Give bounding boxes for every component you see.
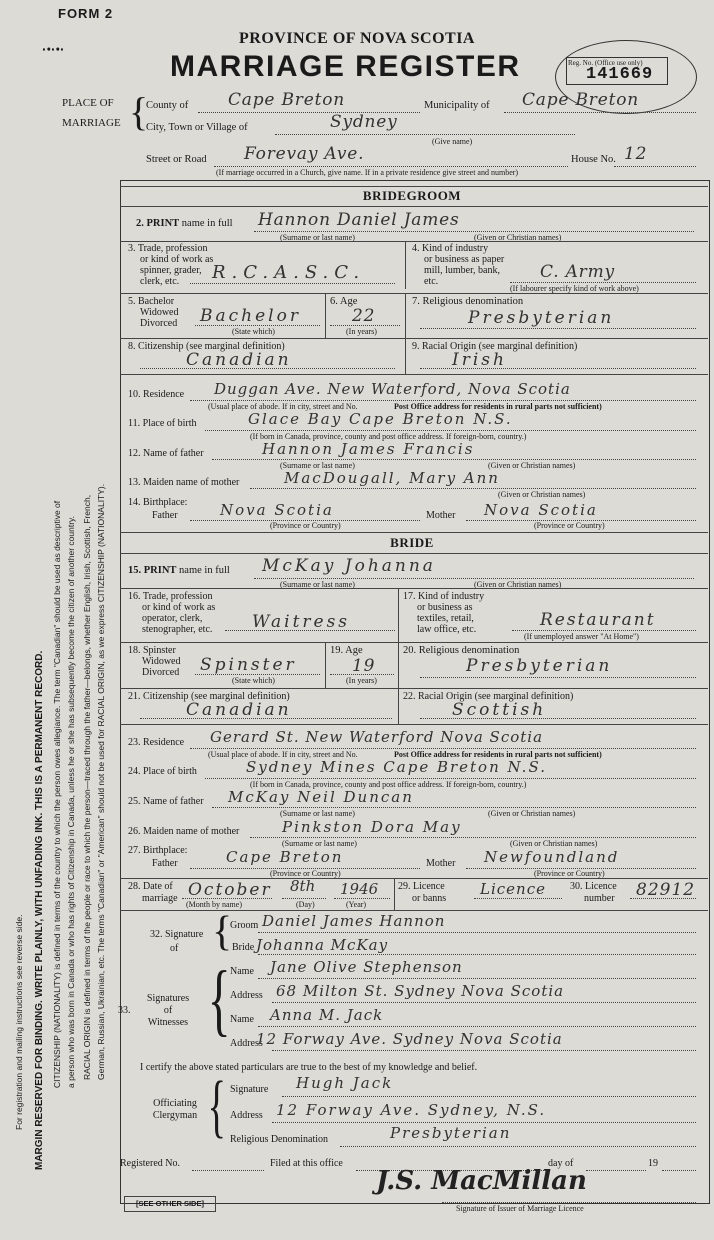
bride-residence-label: 23. Residence xyxy=(128,737,185,748)
bride-mother-value: Pinkston Dora May xyxy=(282,818,462,836)
side-note-registration: For registration and mailing instructions see reverse side. xyxy=(14,914,24,1130)
groom-mother-prov-note: (Province or Country) xyxy=(534,521,605,530)
bride-father-given-note: (Given or Christian names) xyxy=(488,809,576,818)
form-number: FORM 2 xyxy=(58,6,114,21)
groom-father-given-note: (Given or Christian names) xyxy=(488,461,576,470)
bride-industry-value: Restaurant xyxy=(540,610,656,630)
groom-surname-note: (Surname or last name) xyxy=(280,233,355,242)
licence-type-label: 29. Licence or banns xyxy=(398,881,447,904)
groom-trade-value: R.C.A.S.C. xyxy=(212,262,366,283)
city-value: Sydney xyxy=(330,112,398,132)
groom-mother-given-note: (Given or Christian names) xyxy=(498,490,586,499)
groom-birth-note: (If born in Canada, province, county and post office address. If foreign-born, country.) xyxy=(250,432,527,441)
bride-mother-label: 26. Maiden name of mother xyxy=(128,826,240,837)
groom-industry-value: C. Army xyxy=(540,262,615,282)
bride-citizenship-value: Canadian xyxy=(186,700,292,720)
bride-father-label: 25. Name of father xyxy=(128,796,204,807)
groom-given-note: (Given or Christian names) xyxy=(474,233,562,242)
clergy-address-label: Address xyxy=(230,1110,263,1121)
witness2-name: Anna M. Jack xyxy=(270,1006,384,1024)
bride-residence-note-a: (Usual place of abode. If in city, street and No. xyxy=(208,750,358,759)
groom-mother-label: 13. Maiden name of mother xyxy=(128,477,240,488)
bride-father-surname-note: (Surname or last name) xyxy=(280,809,355,818)
municipality-value: Cape Breton xyxy=(522,90,639,110)
bride-signature: Johanna McKay xyxy=(256,936,389,954)
certify-statement: I certify the above stated particulars are true to the best of my knowledge and belief. xyxy=(140,1062,478,1073)
bridegroom-heading: BRIDEGROOM xyxy=(362,188,462,203)
groom-religion-value: Presbyterian xyxy=(468,308,615,328)
groom-industry-note: (If labourer specify kind of work above) xyxy=(510,284,639,293)
licence-number-label: 30. Licence number xyxy=(570,881,617,904)
month-note: (Month by name) xyxy=(186,900,242,909)
bride-father-prov-note: (Province or Country) xyxy=(270,869,341,878)
see-other-side: [SEE OTHER SIDE] xyxy=(124,1196,216,1212)
groom-name-label: 2. PRINT name in full xyxy=(136,218,233,229)
groom-mother-birth-value: Nova Scotia xyxy=(484,501,598,519)
bride-birthplace-value: Sydney Mines Cape Breton N.S. xyxy=(246,758,547,776)
clergy-sig-label: Signature xyxy=(230,1084,269,1095)
groom-trade-label: 3. Trade, profession or kind of work as spinner, grader, clerk, etc. xyxy=(128,243,214,287)
w1-address-label: Address xyxy=(230,990,263,1001)
bride-name-label: 15. PRINT name in full xyxy=(128,565,230,576)
groom-sig-label: Groom xyxy=(230,920,259,931)
bride-father-birth-value: Cape Breton xyxy=(226,848,344,866)
street-value: Forevay Ave. xyxy=(244,144,365,164)
groom-father-birth-value: Nova Scotia xyxy=(220,501,334,519)
bride-citizenship-label: 21. Citizenship (see marginal definition) xyxy=(128,691,290,702)
groom-father-surname-note: (Surname or last name) xyxy=(280,461,355,470)
bride-residence-note-b: Post Office address for residents in rural parts not sufficient) xyxy=(394,750,602,759)
place-brace: { xyxy=(129,89,149,134)
filed-label: Filed at this office xyxy=(270,1158,343,1169)
bride-mother-surname-note: (Surname or last name) xyxy=(282,839,357,848)
bride-origin-value: Scottish xyxy=(452,700,547,720)
bride-status-note: (State which) xyxy=(232,676,275,685)
side-note-margin: MARGIN RESERVED FOR BINDING. WRITE PLAINLY, WITH UNFADING INK. THIS IS A PERMANENT RECORD. xyxy=(34,650,45,1170)
side-note-racial-1: RACIAL ORIGIN is defined in terms of the people or race to which the person—traced through the father—belongs, whether English, Irish, Scottish, French, xyxy=(82,494,92,1080)
groom-birthplace-value: Glace Bay Cape Breton N.S. xyxy=(248,410,513,428)
marriage-day: 8th xyxy=(290,877,316,895)
licence-number-value: 82912 xyxy=(636,880,696,900)
groom-industry-label: 4. Kind of industry or business as paper mill, lumber, bank, etc. xyxy=(412,243,505,287)
day-note: (Day) xyxy=(296,900,315,909)
witness1-address: 68 Milton St. Sydney Nova Scotia xyxy=(276,982,565,1000)
bride-industry-note: (If unemployed answer "At Home") xyxy=(524,632,639,641)
witness-sig-label: Signatures of Witnesses xyxy=(146,993,190,1028)
clergy-label: Officiating Clergyman xyxy=(152,1098,198,1121)
groom-status-note: (State which) xyxy=(232,327,275,336)
clergy-address: 12 Forway Ave. Sydney, N.S. xyxy=(276,1101,547,1119)
groom-residence-value: Duggan Ave. New Waterford, Nova Scotia xyxy=(214,380,571,398)
groom-origin-label: 9. Racial Origin (see marginal definition) xyxy=(412,341,578,352)
side-note-citizenship-1: CITIZENSHIP (NATIONALITY) is defined in terms of the country to which the person owes allegiance. The term "Canadian" should be used as descriptive of xyxy=(52,500,62,1088)
groom-father-birth-label: Father xyxy=(152,510,178,521)
clergy-denom-label: Religious Denomination xyxy=(230,1134,329,1145)
bride-religion-value: Presbyterian xyxy=(466,656,613,676)
bride-age-label: 19. Age xyxy=(330,645,363,656)
filed-day-of: day of xyxy=(548,1158,574,1169)
bride-mother-birth-value: Newfoundland xyxy=(484,848,620,866)
w1-name-label: Name xyxy=(230,966,254,977)
house-value: 12 xyxy=(624,144,648,164)
w2-name-label: Name xyxy=(230,1014,254,1025)
municipality-label: Municipality of xyxy=(424,100,490,111)
registered-no-label: Registered No. xyxy=(120,1158,180,1169)
clergy-signature: Hugh Jack xyxy=(296,1074,394,1092)
witness2-address: 12 Forway Ave. Sydney Nova Scotia xyxy=(256,1030,563,1048)
marriage-year: 1946 xyxy=(340,880,379,898)
bride-mother-given-note: (Given or Christian names) xyxy=(510,839,598,848)
bride-birthplace-label: 24. Place of birth xyxy=(128,766,197,777)
groom-citizenship-label: 8. Citizenship (see marginal definition) xyxy=(128,341,285,352)
bride-mother-prov-note: (Province or Country) xyxy=(534,869,605,878)
bride-father-birth-label: Father xyxy=(152,858,178,869)
bride-given-note: (Given or Christian names) xyxy=(474,580,562,589)
side-note-racial-2: German, Russian, Ukrainian, etc. The terms "Canadian" or "American" should not be used for RACIAL ORIGIN, as we express CITIZENSHIP (NATIONALITY). xyxy=(96,483,106,1080)
bride-birth-note: (If born in Canada, province, county and post office address. If foreign-born, country.) xyxy=(250,780,527,789)
county-value: Cape Breton xyxy=(228,90,345,110)
groom-age-value: 22 xyxy=(352,306,376,326)
groom-residence-label: 10. Residence xyxy=(128,389,185,400)
groom-mother-birth-label: Mother xyxy=(426,510,456,521)
place-label-1: PLACE OF xyxy=(62,97,114,109)
bride-father-value: McKay Neil Duncan xyxy=(228,788,414,806)
groom-name-value: Hannon Daniel James xyxy=(258,210,460,230)
groom-origin-value: Irish xyxy=(452,350,507,370)
street-label: Street or Road xyxy=(146,154,207,165)
witness-number: 33. xyxy=(118,1005,131,1016)
bride-status-value: Spinster xyxy=(200,655,297,675)
issuer-signature: J.S. MacMillan xyxy=(376,1166,587,1196)
witness1-name: Jane Olive Stephenson xyxy=(270,958,463,976)
street-note: (If marriage occurred in a Church, give name. If in a private residence give street and number) xyxy=(216,168,519,177)
province-title: PROVINCE OF NOVA SCOTIA xyxy=(239,30,475,47)
groom-residence-note-a: (Usual place of abode. If in city, street and No. xyxy=(208,402,358,411)
groom-status-value: Bachelor xyxy=(200,306,301,326)
marriage-date-label: 28. Date of marriage xyxy=(128,881,178,904)
bride-surname-note: (Surname or last name) xyxy=(280,580,355,589)
groom-residence-note-b: Post Office address for residents in rural parts not sufficient) xyxy=(394,402,602,411)
groom-signature: Daniel James Hannon xyxy=(262,912,446,930)
registration-number: 141669 xyxy=(586,65,654,84)
groom-age-label: 6. Age xyxy=(330,296,358,307)
bride-heading: BRIDE xyxy=(390,535,434,550)
groom-father-value: Hannon James Francis xyxy=(262,440,475,458)
bride-residence-value: Gerard St. New Waterford Nova Scotia xyxy=(210,728,544,746)
issuer-label: Signature of Issuer of Marriage Licence xyxy=(456,1204,584,1213)
county-label: County of xyxy=(146,100,189,111)
groom-father-label: 12. Name of father xyxy=(128,448,204,459)
marriage-month: October xyxy=(188,880,272,900)
side-note-citizenship-2: a person who was born in Canada or who has rights of Citizenship in Canada, unless he or she has subsequently become the citizen of another country. xyxy=(66,515,76,1088)
bride-origin-label: 22. Racial Origin (see marginal definition) xyxy=(403,691,574,702)
bride-age-value: 19 xyxy=(352,656,376,676)
registration-label: Reg. No. (Office use only) xyxy=(568,59,643,67)
bride-name-value: McKay Johanna xyxy=(262,556,436,576)
bride-religion-label: 20. Religious denomination xyxy=(403,645,520,656)
couple-sig-label: 32. Signature of xyxy=(150,929,204,954)
groom-birthplace-label: 11. Place of birth xyxy=(128,418,197,429)
groom-religion-label: 7. Religious denomination xyxy=(412,296,524,307)
bride-industry-label: 17. Kind of industry or business as textiles, retail, law office, etc. xyxy=(403,591,485,635)
city-note: (Give name) xyxy=(432,137,473,146)
year-note: (Year) xyxy=(346,900,367,909)
w2-address-label: Address xyxy=(230,1038,263,1049)
page-title: MARRIAGE REGISTER xyxy=(170,50,521,83)
bride-trade-label: 16. Trade, profession or kind of work as operator, clerk, stenographer, etc. xyxy=(128,591,216,635)
groom-status-label: 5. Bachelor Widowed Divorced xyxy=(128,296,179,329)
filed-year-prefix: 19 xyxy=(648,1158,658,1169)
groom-mother-value: MacDougall, Mary Ann xyxy=(284,469,500,487)
place-label-2: MARRIAGE xyxy=(62,117,121,129)
city-label: City, Town or Village of xyxy=(146,122,248,133)
top-marks: ·ꞏ·ꞏ· xyxy=(42,41,65,57)
house-label: House No. xyxy=(571,154,616,165)
licence-type-value: Licence xyxy=(480,880,546,898)
bride-mother-birth-label: Mother xyxy=(426,858,456,869)
groom-birthplaces-label: 14. Birthplace: xyxy=(128,497,188,508)
bride-status-label: 18. Spinster Widowed Divorced xyxy=(128,645,181,678)
bride-birthplaces-label: 27. Birthplace: xyxy=(128,845,188,856)
bride-sig-label: Bride xyxy=(232,942,255,953)
groom-citizenship-value: Canadian xyxy=(186,350,292,370)
bride-trade-value: Waitress xyxy=(252,612,351,632)
groom-father-prov-note: (Province or Country) xyxy=(270,521,341,530)
groom-age-note: (In years) xyxy=(346,327,377,336)
clergy-denomination: Presbyterian xyxy=(390,1124,512,1142)
bride-age-note: (In years) xyxy=(346,676,377,685)
